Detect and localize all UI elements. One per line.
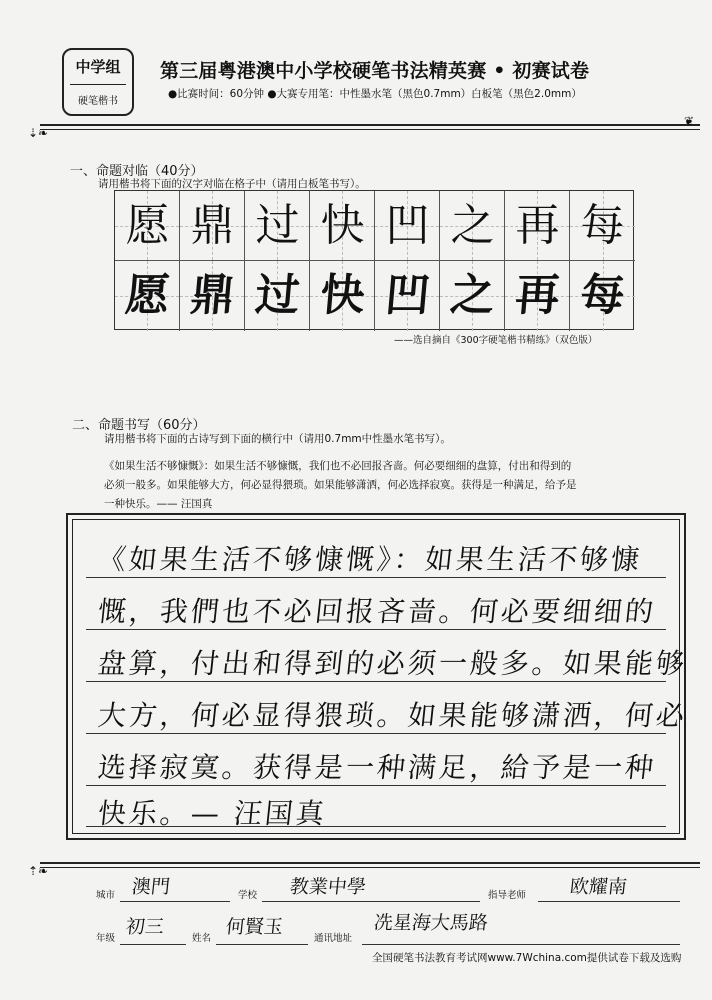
grade-value: 初三 <box>124 916 166 938</box>
footer-rule-thin <box>40 867 700 868</box>
handwritten-character: 再 <box>513 270 562 321</box>
section1-instruction: 请用楷书将下面的汉字对临在格子中（请用白板笔书写）。 <box>98 178 366 190</box>
address-value: 冼星海大馬路 <box>372 912 490 934</box>
city-value: 澳門 <box>130 876 172 898</box>
handwritten-line: 盘算，付出和得到的必须一般多。如果能够 <box>96 647 689 680</box>
handwritten-line: 《如果生活不够慷慨》：如果生活不够慷 <box>96 543 644 576</box>
name-value: 何賢玉 <box>224 916 285 938</box>
handwritten-line: 大方，何必显得猥琐。如果能够潇洒，何必 <box>96 699 689 732</box>
handwritten-character: 之 <box>448 270 497 321</box>
handwritten-line: 快乐。— 汪国真 <box>96 797 329 830</box>
handwritten-character: 快 <box>318 270 367 321</box>
handwritten-line: 选择寂寞。获得是一种满足，給予是一种 <box>96 751 658 784</box>
exam-subtitle: ●比赛时间：60分钟 ●大赛专用笔：中性墨水笔（黑色0.7mm）白板笔（黑色2.0mm） <box>168 88 582 100</box>
grid-cell <box>180 191 245 261</box>
handwritten-character: 鼎 <box>188 270 237 321</box>
grid-cell <box>115 261 180 331</box>
scroll-ornament-left-icon: ⇣❧ <box>28 126 49 140</box>
teacher-value: 欧耀南 <box>568 876 629 898</box>
handwritten-line: 慨，我們也不必回报吝啬。何必要细细的 <box>96 595 658 628</box>
teacher-label: 指导老师 <box>488 890 527 901</box>
model-character: 过 <box>255 200 300 251</box>
scroll-ornament-right-icon: ❦ <box>684 114 695 128</box>
badge-style-label: 硬笔楷书 <box>78 96 118 107</box>
handwritten-character: 凹 <box>383 270 432 321</box>
model-character: 快 <box>320 200 365 251</box>
address-label: 通讯地址 <box>314 933 353 944</box>
model-character: 每 <box>580 200 625 251</box>
grid-cell <box>245 261 310 331</box>
grid-cell <box>115 191 180 261</box>
source-note: ——选自摘自《300字硬笔楷书精练》（双色版） <box>394 335 598 346</box>
footer-rule <box>40 862 700 864</box>
grid-cell <box>310 191 375 261</box>
grid-cell <box>570 261 635 331</box>
grid-cell <box>245 191 310 261</box>
name-label: 姓名 <box>192 933 212 944</box>
school-underline <box>262 901 480 902</box>
grid-cell <box>440 191 505 261</box>
model-character: 愿 <box>125 200 170 251</box>
group-badge <box>62 48 134 116</box>
grid-cell <box>375 191 440 261</box>
handwritten-character: 愿 <box>123 270 172 321</box>
grid-cell <box>505 191 570 261</box>
model-character: 凹 <box>385 200 430 251</box>
grade-underline <box>120 944 186 945</box>
grid-cell <box>505 261 570 331</box>
city-underline <box>120 901 230 902</box>
copy-grid <box>114 190 634 330</box>
grid-cell <box>180 261 245 331</box>
model-character: 鼎 <box>190 200 235 251</box>
grid-cell <box>570 191 635 261</box>
badge-group-label: 中学组 <box>75 58 121 76</box>
grid-cell <box>375 261 440 331</box>
name-underline <box>216 944 308 945</box>
section1-heading: 一、命题对临（40分） <box>70 164 204 179</box>
section2-instruction: 请用楷书将下面的古诗写到下面的横行中（请用0.7mm中性墨水笔书写）。 <box>104 433 451 445</box>
poem-line: 必须一般多。如果能够大方，何必显得猥琐。如果能够潇洒，何必选择寂寞。获得是一种满足，给予是 <box>104 479 577 491</box>
teacher-underline <box>538 901 680 902</box>
poem-line: 《如果生活不够慷慨》：如果生活不够慷慨，我们也不必回报吝啬。何必要细细的盘算，付出和得到的 <box>104 460 572 472</box>
scroll-ornament-footer-icon: ⇡❧ <box>28 864 49 878</box>
section2-heading: 二、命题书写（60分） <box>72 418 206 433</box>
exam-title: 第三届粤港澳中小学校硬笔书法精英赛 • 初赛试卷 <box>160 60 590 82</box>
grid-cell <box>310 261 375 331</box>
footer-note: 全国硬笔书法教育考试网www.7Wchina.com提供试卷下载及选购 <box>372 952 682 964</box>
model-character: 再 <box>515 200 560 251</box>
city-label: 城市 <box>96 890 116 901</box>
address-underline <box>362 944 680 945</box>
handwritten-character: 每 <box>578 270 627 321</box>
school-value: 教業中學 <box>288 876 368 898</box>
badge-divider <box>70 84 126 85</box>
header-rule <box>40 124 700 126</box>
model-character: 之 <box>450 200 495 251</box>
grade-label: 年级 <box>96 933 116 944</box>
handwritten-character: 过 <box>253 270 302 321</box>
grid-cell <box>440 261 505 331</box>
poem-line: 一种快乐。—— 汪国真 <box>104 498 213 510</box>
header-rule-thin <box>40 129 700 130</box>
school-label: 学校 <box>238 890 258 901</box>
